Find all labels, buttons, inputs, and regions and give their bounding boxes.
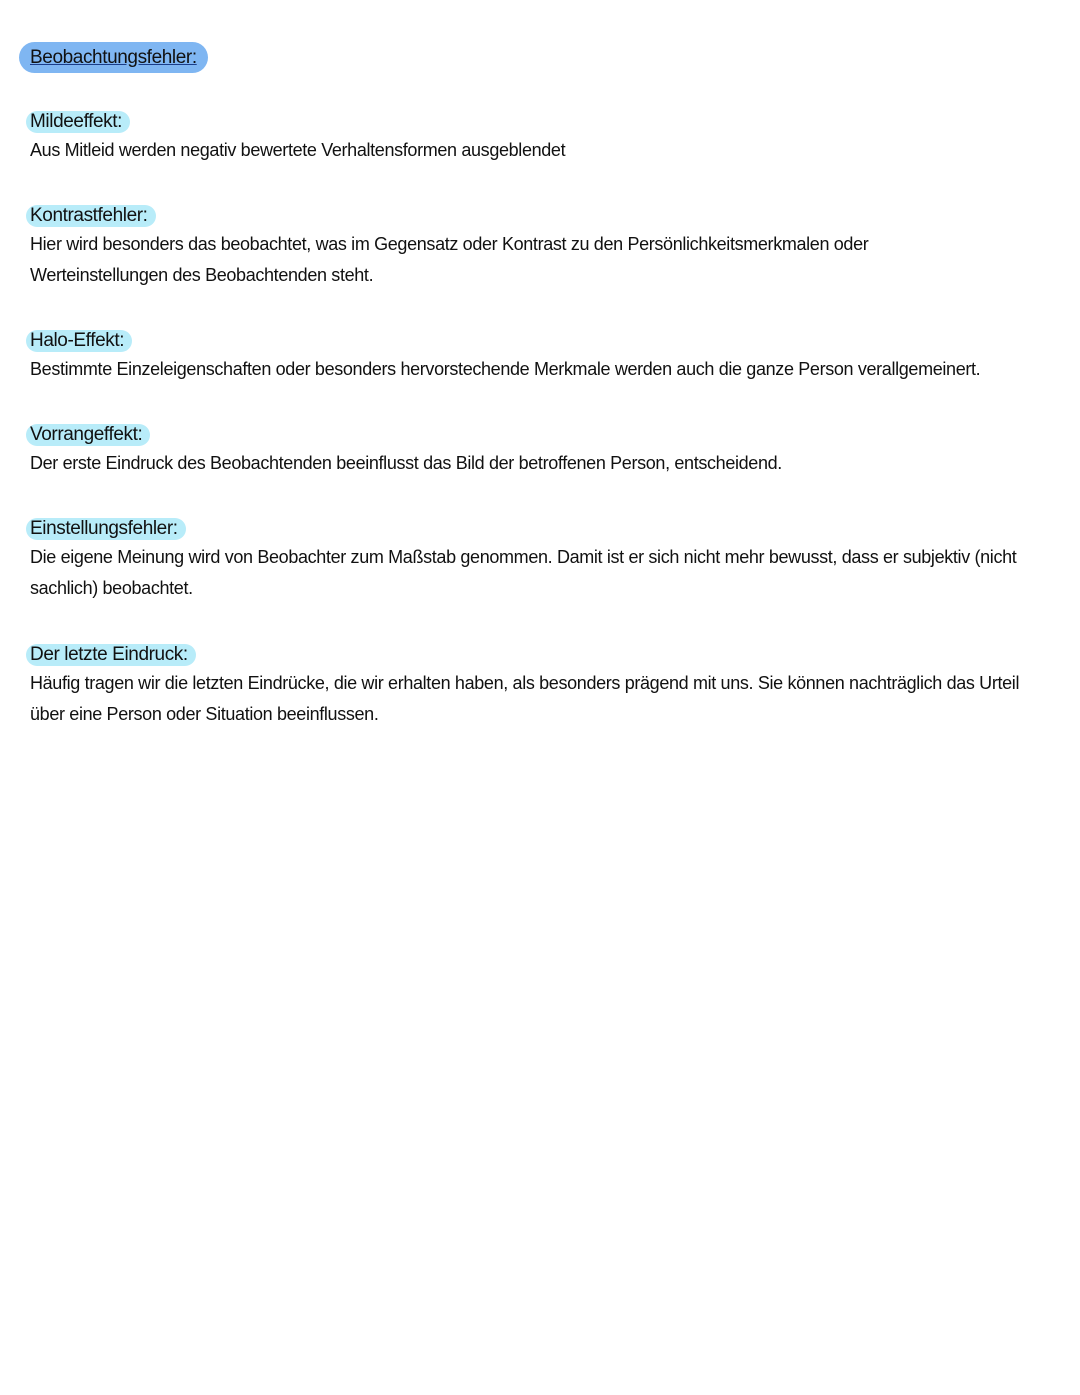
section-text: Hier wird besonders das beobachtet, was im Gegensatz oder Kontrast zu den Persönlichkeitsmerkmalen oder Werteinstellungen des Beobachtenden steht. [30,234,869,285]
section-heading: Einstellungsfehler: [26,518,186,540]
section-heading: Halo-Effekt: [26,330,132,352]
section-text: Die eigene Meinung wird von Beobachter zum Maßstab genommen. Damit ist er sich nicht mehr bewusst, dass er subjektiv (nicht sachlich) beobachtet. [30,547,1017,598]
section-einstellungsfehler [30,518,1060,604]
section-text: Der erste Eindruck des Beobachtenden beeinflusst das Bild der betroffenen Person, entscheidend. [30,453,782,473]
section-text: Aus Mitleid werden negativ bewertete Verhaltensformen ausgeblendet [30,140,566,160]
section-text: Häufig tragen wir die letzten Eindrücke, die wir erhalten haben, als besonders prägend mit uns. Sie können nachträglich das Urteil über eine Person oder Situation beeinflussen. [30,673,1020,724]
section-heading: Mildeeffekt: [26,111,130,133]
section-heading: Kontrastfehler: [26,205,156,227]
section-vorrangeffekt [30,424,1060,479]
section-der-letzte-eindruck [30,644,1060,730]
section-kontrastfehler [30,205,1060,291]
section-heading: Der letzte Eindruck: [26,644,196,666]
section-heading: Vorrangeffekt: [26,424,150,446]
section-text: Bestimmte Einzeleigenschaften oder besonders hervorstechende Merkmale werden auch die ganze Person verallgemeinert. [30,359,981,379]
section-mildeeffekt [30,111,1060,166]
page-title: Beobachtungsfehler: [19,42,208,73]
section-halo-effekt [30,330,1060,385]
